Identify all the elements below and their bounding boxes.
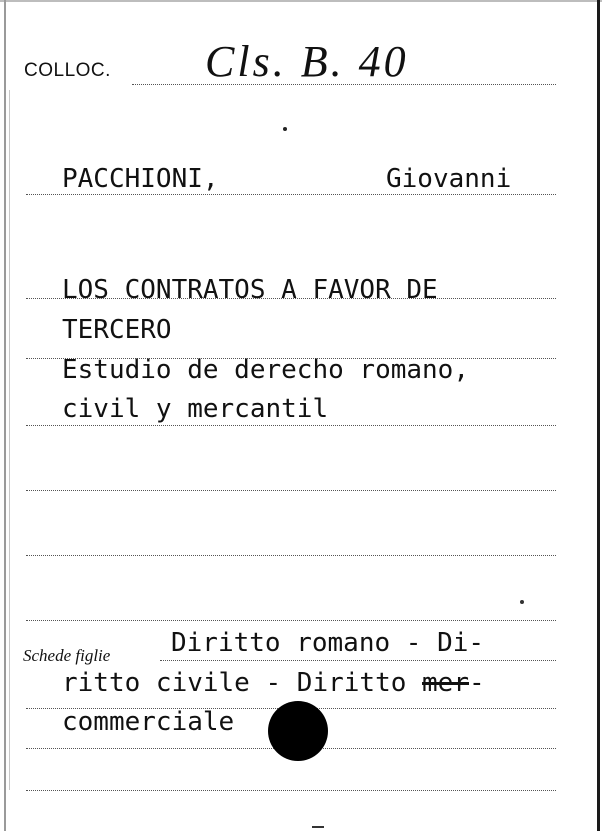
subject-line-2-text: ritto civile - Diritto — [62, 668, 423, 698]
schede-figlie-label: Schede figlie — [23, 646, 111, 665]
empty-rule-2 — [26, 555, 556, 556]
subject-line-2-hyphen: - — [469, 668, 485, 698]
shelfmark-handwritten: Cls. B. 40 — [205, 37, 409, 86]
empty-rule-3 — [26, 620, 556, 621]
bottom-rule — [26, 790, 556, 791]
title-line-1: LOS CONTRATOS A FAVOR DE — [62, 275, 438, 305]
stray-mark-2 — [520, 600, 524, 604]
bottom-tick-mark — [312, 826, 324, 828]
card-top-edge — [0, 0, 602, 2]
punch-hole — [268, 701, 328, 761]
subject-line-1: Diritto romano - Di- — [171, 628, 485, 658]
author-given-name: Giovanni — [386, 164, 512, 194]
colloc-rule — [132, 84, 556, 85]
empty-rule-1 — [26, 490, 556, 491]
author-rule — [26, 194, 556, 195]
subject-line-2-struck: mer — [422, 668, 469, 698]
title-rule-1 — [26, 298, 556, 299]
subtitle-line-2: civil y mercantil — [62, 394, 329, 424]
subject-line-2 — [62, 670, 485, 696]
colloc-label: COLLOC. — [24, 60, 111, 81]
card-left-inner-edge — [9, 90, 10, 790]
card-left-edge — [4, 0, 6, 831]
title-line-2: TERCERO — [62, 315, 172, 345]
subtitle-rule — [26, 425, 556, 426]
author-surname: PACCHIONI, — [62, 164, 219, 194]
subject-line-3: commerciale — [62, 707, 235, 737]
subtitle-line-1: Estudio de derecho romano, — [62, 355, 469, 385]
subject-rule-1 — [160, 660, 556, 661]
stray-mark — [283, 127, 287, 131]
card-right-edge — [597, 0, 600, 831]
